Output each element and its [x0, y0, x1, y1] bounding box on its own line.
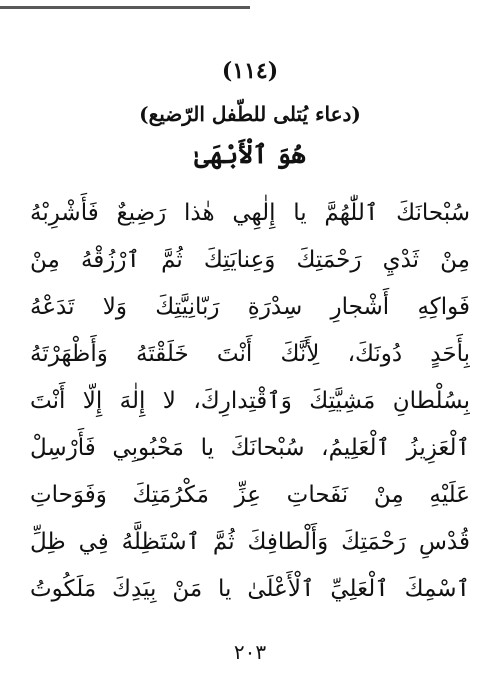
body-line-3: فَواكِهِ أَشْجارِ سِدْرَةِ رَبّانِيَّتِكَ وَلا تَدَعْهُ [30, 294, 470, 320]
prayer-title: (دعاء يُتلى للطّفل الرّضيع) [139, 102, 361, 126]
body-line-9: ٱسْمِكَ ٱلْعَلِيِّ ٱلْأَعْلَىٰ يا مَنْ بِيَدِكَ مَلَكُوتُ [30, 576, 470, 602]
body-line-2: مِنْ ثَدْيِ رَحْمَتِكَ وَعِنايَتِكَ ثُمَّ ٱرْزُقْهُ مِنْ [30, 247, 470, 273]
page-number: ٢٠٣ [233, 640, 267, 664]
prayer-body [30, 190, 470, 613]
prayer-number: (١١٤) [221, 58, 279, 84]
body-line-5: بِسُلْطانِ مَشِيَّتِكَ وَٱقْتِدارِكَ، لا إِلٰهَ إِلّا أَنْتَ [30, 388, 470, 414]
top-rule-divider [0, 6, 250, 9]
body-line-8: قُدْسِ رَحْمَتِكَ وَأَلْطافِكَ ثُمَّ ٱسْتَظِلَّهُ فِي ظِلِّ [30, 529, 470, 555]
body-line-4: بِأَحَدٍ دُونَكَ، لِأَنَّكَ أَنْتَ خَلَقْتَهُ وَأَظْهَرْتَهُ [30, 341, 470, 367]
body-line-6: ٱلْعَزِيزُ ٱلْعَلِيمُ، سُبْحانَكَ يا مَحْبُوبِي فَأَرْسِلْ [30, 435, 470, 461]
body-line-1: سُبْحانَكَ ٱللّٰهُمَّ يا إِلٰهِي هٰذا رَضِيعٌ فَأَشْرِبْهُ [30, 200, 470, 226]
invocation-heading: هُوَ ٱلْأَبْهَىٰ [194, 140, 306, 169]
body-line-7: عَلَيْهِ مِنْ نَفَحاتِ عِزِّ مَكْرُمَتِكَ وَفَوَحاتِ [30, 482, 470, 508]
